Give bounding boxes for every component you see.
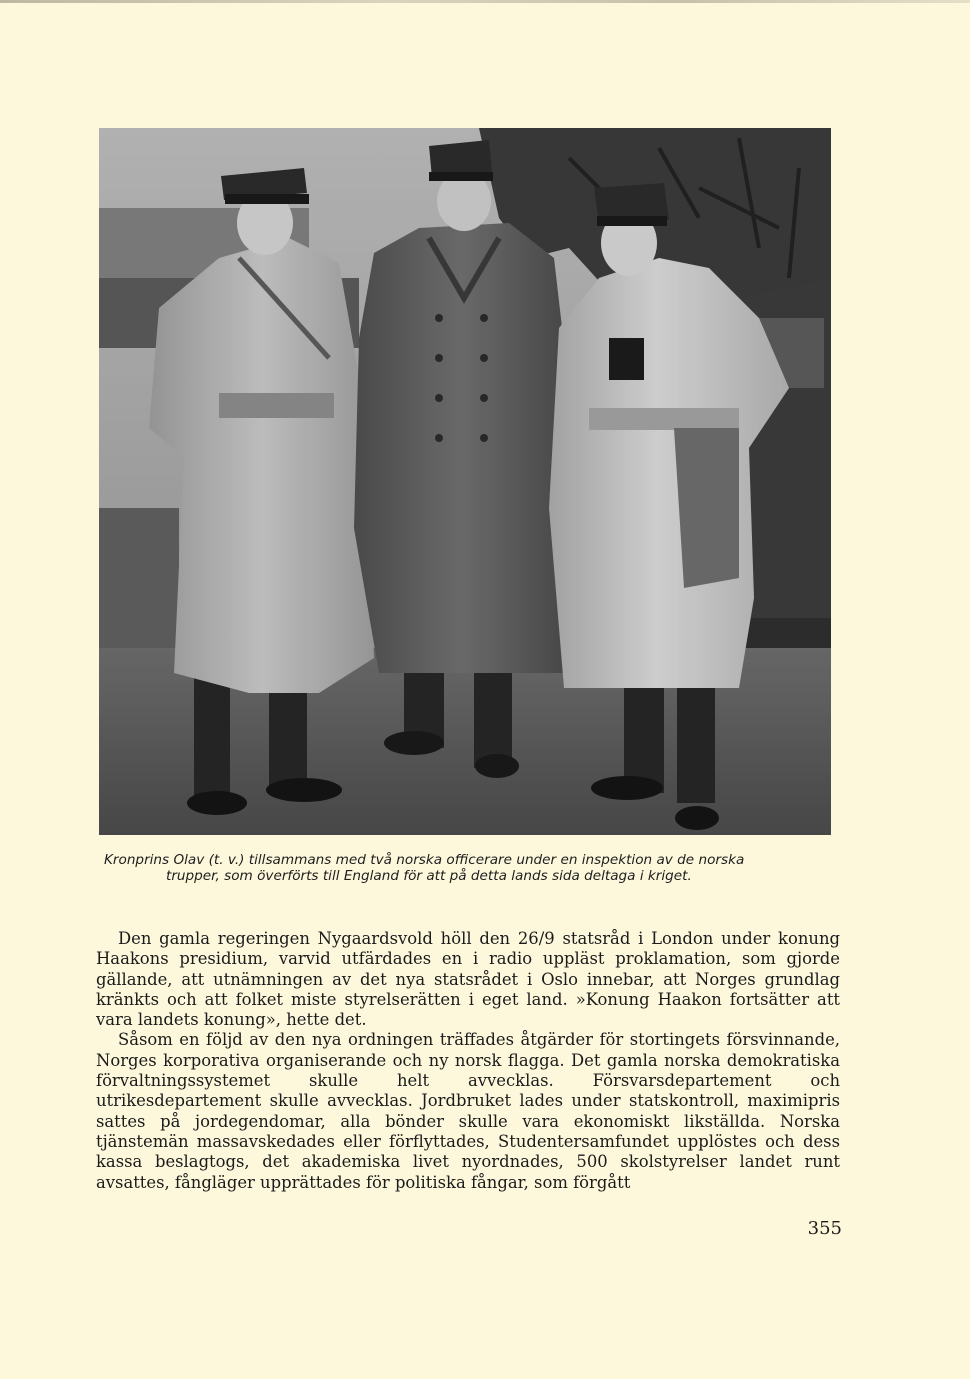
paragraph-1: Den gamla regeringen Nygaardsvold höll den 26/9 statsråd i London under konung Haakons presidium, varvid utfärdades en i radio uppläst proklamation, som gjorde gällande, att utnämningen av det nya statsrådet i Oslo innebar, att Norges grundlag kränkts och att folket miste styrelserätten i eget land. »Konung Haakon fortsätter att vara landets konung», hette det. bbox=[96, 929, 840, 1030]
paragraph-2: Såsom en följd av den nya ordningen träffades åtgärder för stortingets försvinnande, Norges korporativa organiserande och ny norsk flagga. Det gamla norska demokratiska förvaltningssystemet skulle helt avvecklas. Försvarsdepartement och utrikesdepartement skulle avvecklas. Jordbruket lades under statskontroll, maximipris sattes på jordegendomar, alla bönder skulle vara ekonomiskt likställda. Norska tjänstemän massavskedades eller förflyttades, Studentersamfundet upplöstes och dess kassa beslagtogs, det akademiska livet nyordnades, 500 skolstyrelser landet runt avsattes, fångläger upprättades för politiska fångar, som förgått bbox=[96, 1030, 840, 1192]
article-body bbox=[96, 929, 840, 1193]
page-number: 355 bbox=[807, 1218, 842, 1239]
caption-line-1: Kronprins Olav (t. v.) tillsammans med två norska officerare under en inspektion av de norska bbox=[104, 852, 745, 868]
page-edge bbox=[0, 0, 970, 3]
figure-caption bbox=[104, 852, 842, 884]
photo-three-officers bbox=[99, 128, 831, 835]
caption-line-2: trupper, som överförts till England för att på detta lands sida deltaga i kriget. bbox=[166, 868, 692, 884]
